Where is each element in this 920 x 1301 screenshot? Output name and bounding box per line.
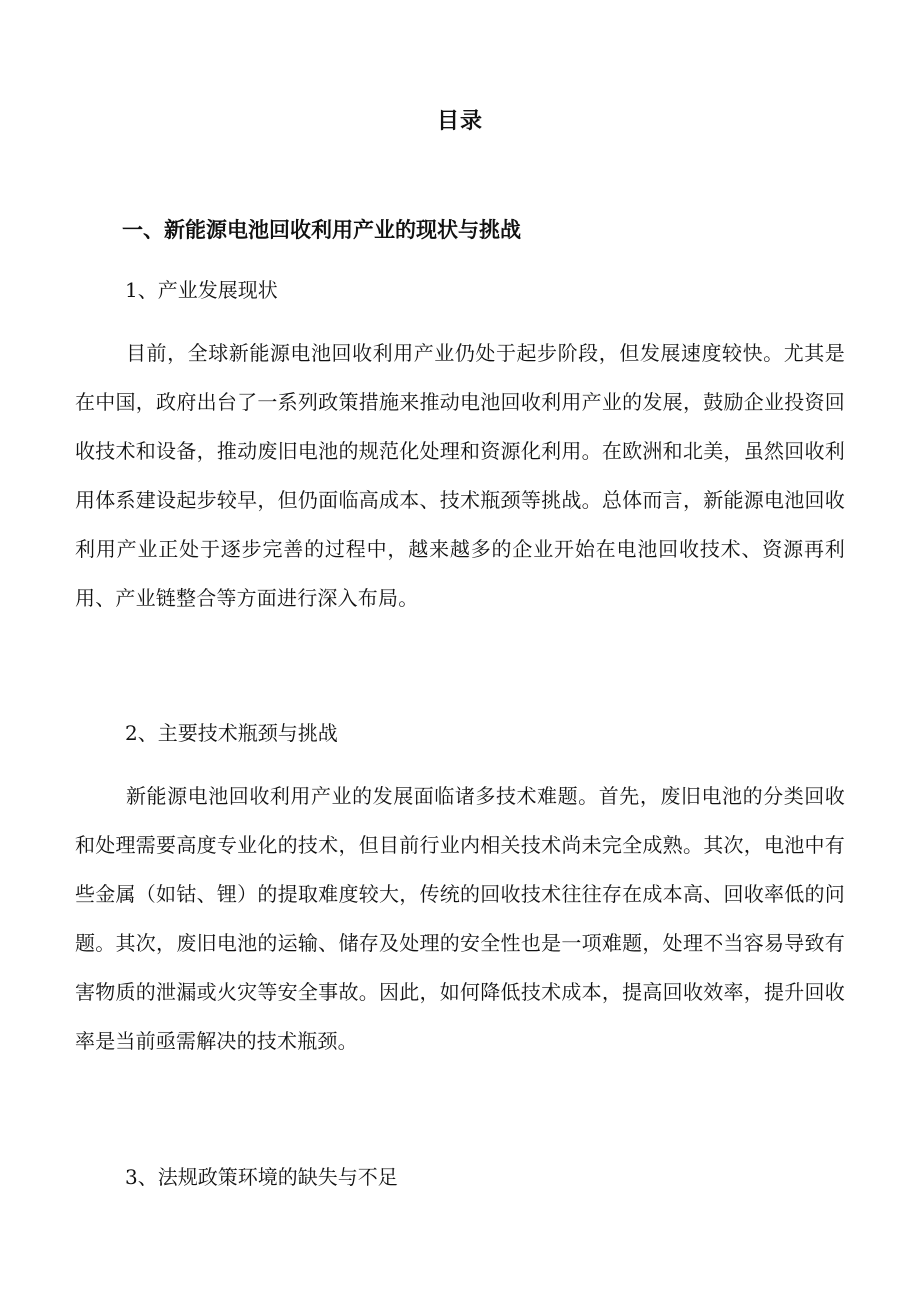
section-heading-1: 一、新能源电池回收利用产业的现状与挑战 [122, 218, 521, 242]
page-title: 目录 [436, 109, 483, 134]
subsection-heading-3: 3、法规政策环境的缺失与不足 [125, 1165, 398, 1189]
paragraph-industry-status: 目前，全球新能源电池回收利用产业仍处于起步阶段，但发展速度较快。尤其是在中国，政府出台了一系列政策措施来推动电池回收利用产业的发展，鼓励企业投资回收技术和设备，推动废旧电池的规范化处理和资源化利用。在欧洲和北美，虽然回收利用体系建设起步较早，但仍面临高成本、技术瓶颈等挑战。总体而言，新能源电池回收利用产业正处于逐步完善的过程中，越来越多的企业开始在电池回收技术、资源再利用、产业链整合等方面进行深入布局。 [75, 341, 845, 610]
subsection-heading-1: 1、产业发展现状 [125, 278, 278, 302]
paragraph-technical-challenges: 新能源电池回收利用产业的发展面临诸多技术难题。首先，废旧电池的分类回收和处理需要高度专业化的技术，但目前行业内相关技术尚未完全成熟。其次，电池中有些金属（如钴、锂）的提取难度较大，传统的回收技术往往存在成本高、回收率低的问题。其次，废旧电池的运输、储存及处理的安全性也是一项难题，处理不当容易导致有害物质的泄漏或火灾等安全事故。因此，如何降低技术成本，提高回收效率，提升回收率是当前亟需解决的技术瓶颈。 [75, 784, 845, 1053]
subsection-heading-2: 2、主要技术瓶颈与挑战 [125, 721, 338, 745]
